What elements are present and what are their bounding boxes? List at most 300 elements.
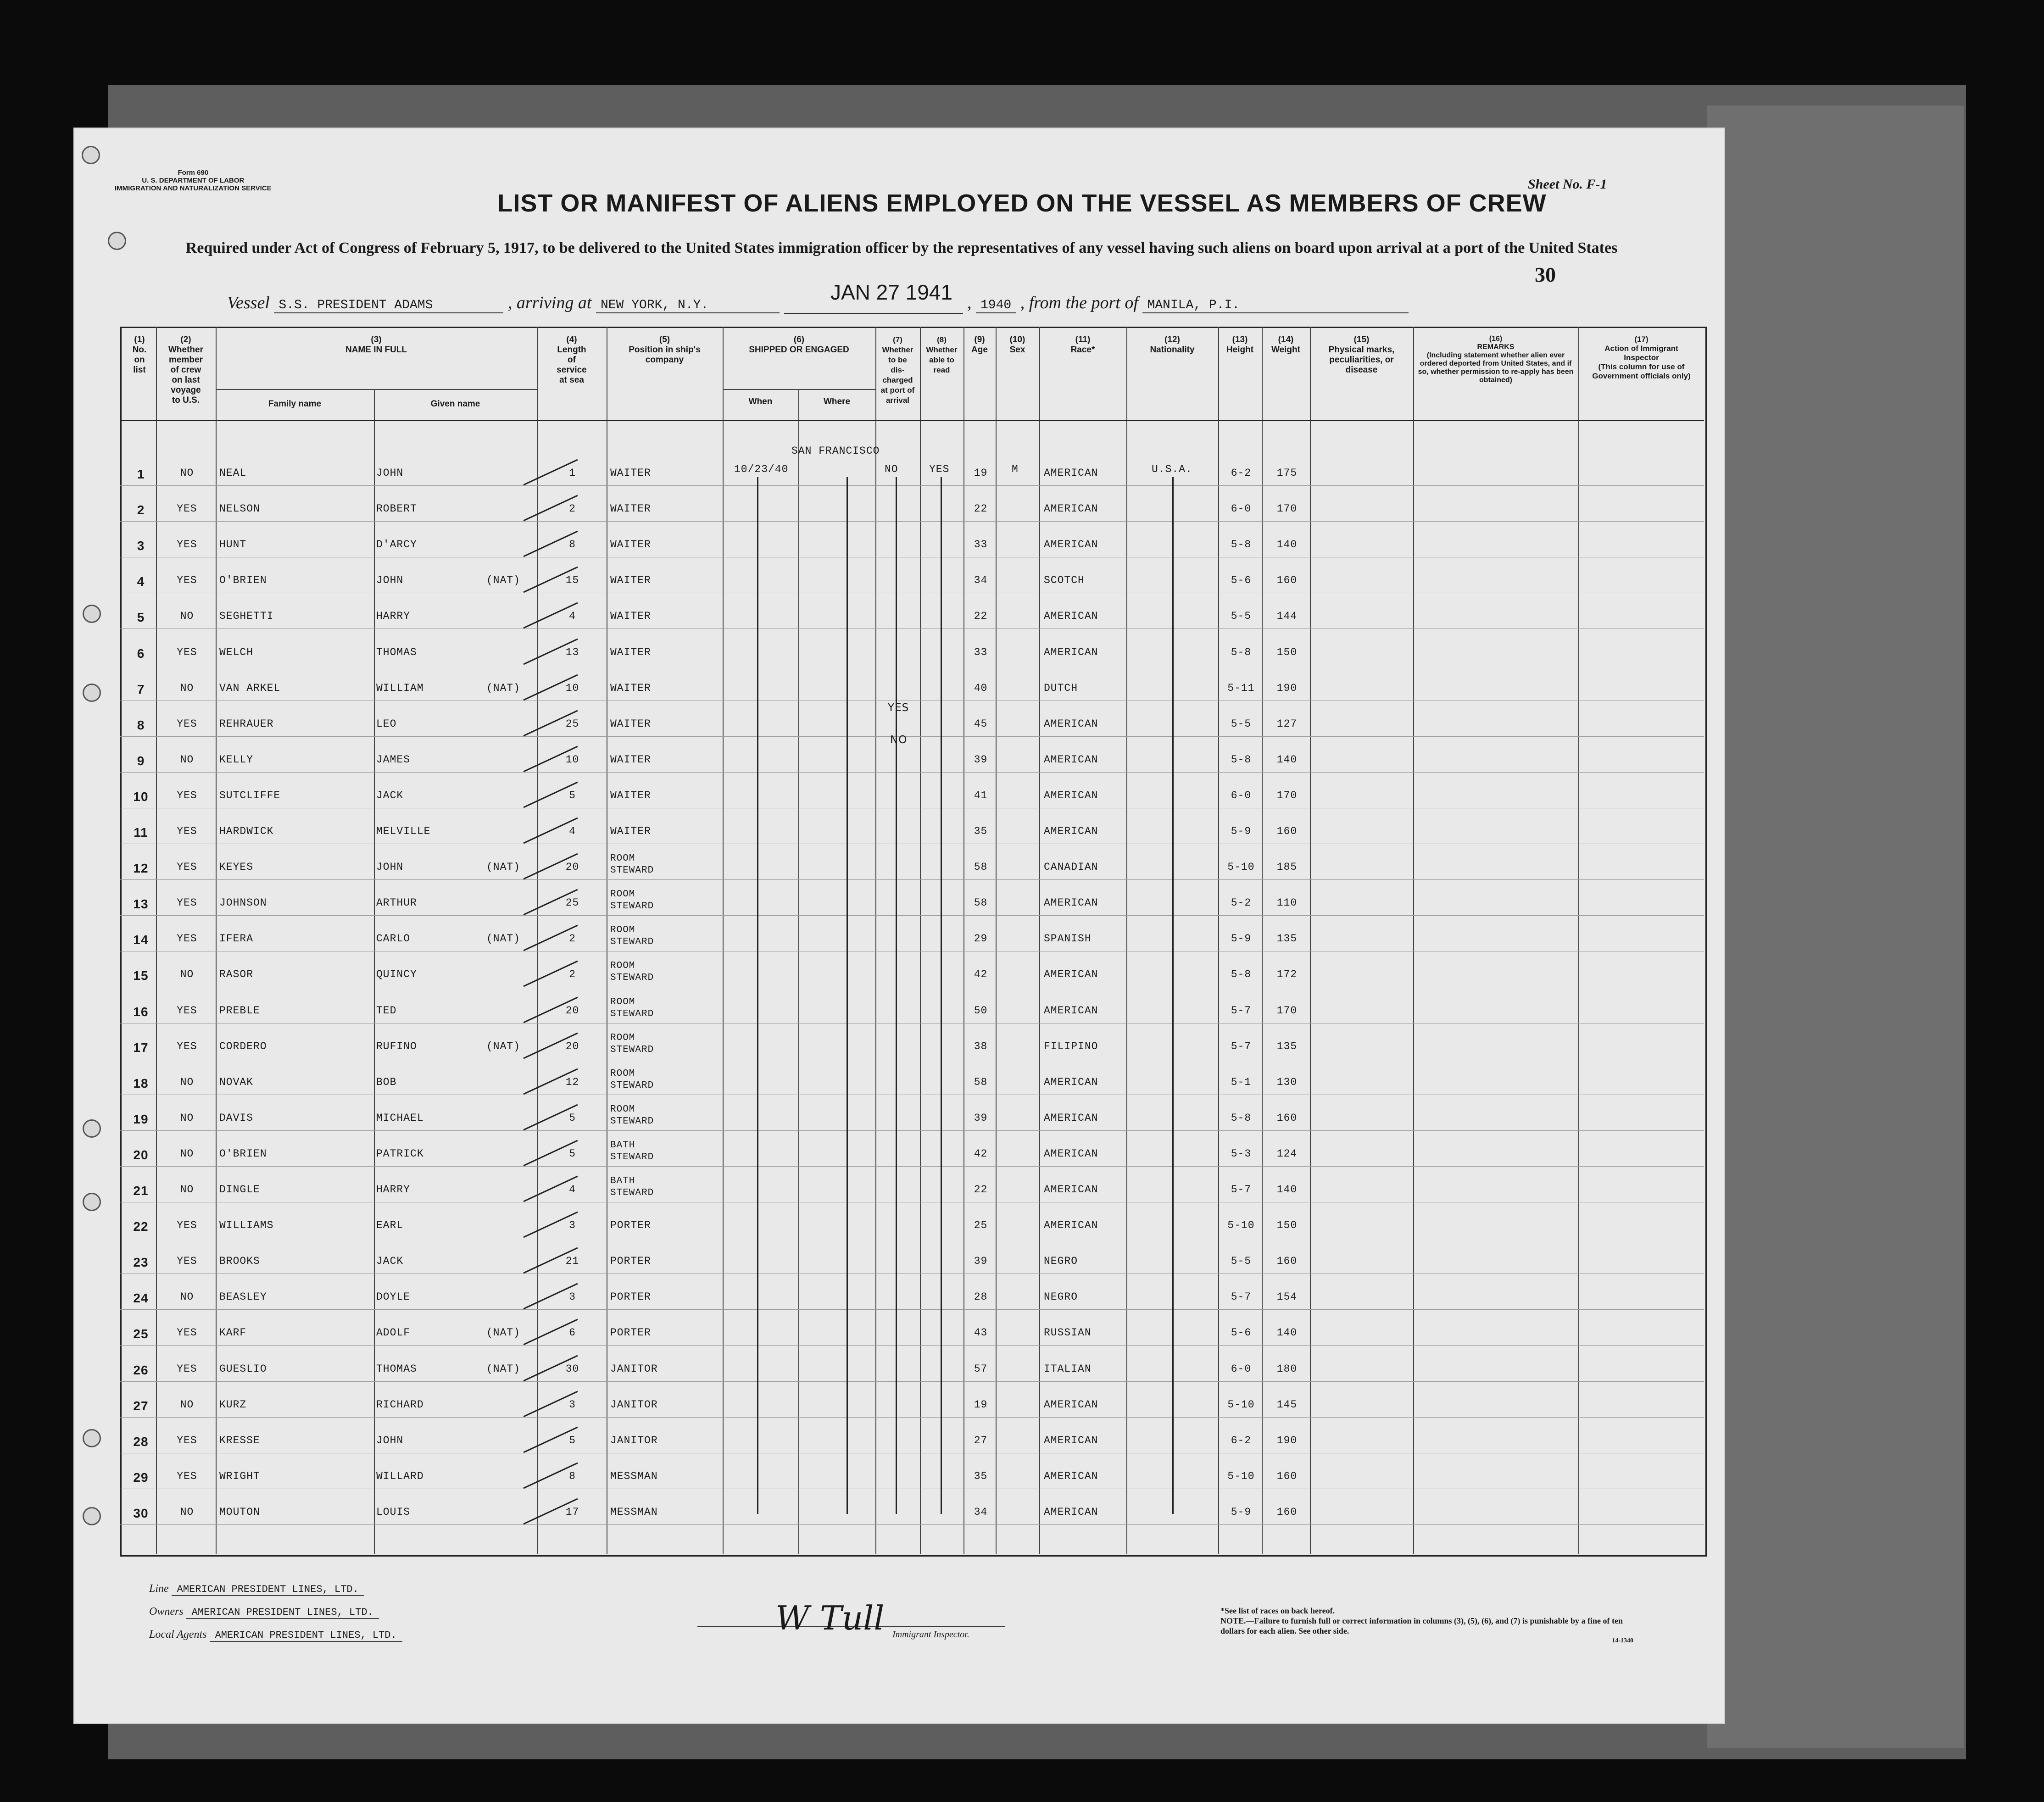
row-position: MESSMAN — [610, 1470, 658, 1482]
row-given: THOMAS — [376, 646, 417, 658]
row-no: 25 — [133, 1327, 149, 1341]
owners-label: Owners — [149, 1606, 184, 1618]
row-service: 20 — [565, 861, 579, 873]
row-weight: 180 — [1276, 1363, 1298, 1375]
row-position: WAITER — [610, 717, 651, 730]
column-divider — [1413, 327, 1414, 1554]
row-family: SUTCLIFFE — [219, 789, 281, 801]
row-family: KURZ — [219, 1398, 247, 1411]
row-position: WAITER — [610, 753, 651, 766]
column-divider — [920, 327, 921, 1554]
row-height: 6-0 — [1231, 503, 1252, 515]
row-service: 6 — [569, 1327, 576, 1339]
row-divider — [120, 1309, 1704, 1310]
row-height: 5-10 — [1227, 1219, 1255, 1232]
row-given: JOHN — [376, 467, 404, 479]
row-prev: NO — [180, 968, 194, 981]
row-no: 6 — [137, 646, 145, 661]
row-nat: (NAT) — [486, 1327, 521, 1339]
row-weight: 170 — [1276, 1004, 1298, 1017]
header-read: (8) Whether able to read — [926, 335, 958, 374]
column-divider — [1218, 327, 1219, 1554]
punch-hole — [108, 232, 126, 250]
row-height: 5-10 — [1227, 1470, 1255, 1482]
row-family: O'BRIEN — [219, 574, 267, 587]
row-race: AMERICAN — [1044, 1506, 1098, 1518]
row-service: 10 — [565, 682, 579, 694]
year: 1940 — [976, 298, 1016, 313]
row-service: 21 — [565, 1255, 579, 1268]
punch-hole — [83, 1429, 101, 1447]
row-no: 14 — [133, 933, 149, 947]
row-given: HARRY — [376, 1184, 411, 1196]
column-divider — [537, 327, 538, 1554]
row-weight: 110 — [1276, 897, 1298, 909]
row-family: NEAL — [219, 467, 247, 479]
row-weight: 124 — [1276, 1147, 1298, 1160]
row-race: AMERICAN — [1044, 610, 1098, 623]
row-height: 5-6 — [1231, 574, 1252, 587]
row-nat: (NAT) — [486, 861, 521, 873]
nationality-value: U.S.A. — [1152, 463, 1192, 475]
row-position: BATH STEWARD — [610, 1140, 654, 1162]
row-age: 39 — [974, 1112, 988, 1124]
row-age: 25 — [974, 1219, 988, 1232]
header-list-no: (1) No. on list — [132, 335, 147, 375]
row-position: WAITER — [610, 503, 651, 515]
row-height: 5-1 — [1231, 1076, 1252, 1088]
punch-hole — [83, 1193, 101, 1211]
row-age: 45 — [974, 717, 988, 730]
row-position: JANITOR — [610, 1398, 658, 1411]
header-race: (11) Race* — [1070, 335, 1095, 355]
row-age: 42 — [974, 968, 988, 981]
crew-table — [120, 327, 1707, 1557]
row-no: 2 — [137, 503, 145, 517]
header-name: (3) NAME IN FULL — [345, 335, 407, 355]
row-position: WAITER — [610, 539, 651, 551]
header-nationality: (12) Nationality — [1150, 335, 1195, 355]
row-weight: 160 — [1276, 1506, 1298, 1518]
header-where: Where — [823, 397, 851, 406]
line-value: AMERICAN PRESIDENT LINES, LTD. — [172, 1584, 364, 1596]
row-given: DOYLE — [376, 1291, 411, 1303]
column-divider — [1578, 327, 1579, 1554]
row-height: 5-8 — [1231, 646, 1252, 658]
row-age: 34 — [974, 1506, 988, 1518]
row-divider — [120, 1524, 1704, 1525]
row-race: AMERICAN — [1044, 646, 1098, 658]
row-no: 9 — [137, 753, 145, 768]
row-age: 41 — [974, 789, 988, 801]
column-divider — [996, 327, 997, 1554]
ditto-line — [896, 477, 897, 1514]
header-remarks: (16) REMARKS (Including statement whether alien ever ordered deported from United States, and if so, whether permission to re-apply has been obtained) — [1418, 335, 1574, 384]
row-weight: 172 — [1276, 968, 1298, 981]
row-family: KELLY — [219, 753, 254, 766]
row-family: PREBLE — [219, 1004, 260, 1017]
discharged-value: NO — [885, 463, 898, 475]
row-position: BATH STEWARD — [610, 1176, 654, 1198]
row-age: 19 — [974, 1398, 988, 1411]
row-height: 5-6 — [1231, 1327, 1252, 1339]
row-race: RUSSIAN — [1044, 1327, 1092, 1339]
form-number: Form 690 U. S. DEPARTMENT OF LABOR IMMIGRATION AND NATURALIZATION SERVICE — [115, 169, 272, 192]
row-given: QUINCY — [376, 968, 417, 981]
row-no: 12 — [133, 861, 149, 876]
row-service: 25 — [565, 717, 579, 730]
row-divider — [120, 485, 1704, 486]
row-race: AMERICAN — [1044, 897, 1098, 909]
row-no: 15 — [133, 968, 149, 983]
row-nat: (NAT) — [486, 933, 521, 945]
row-prev: YES — [177, 1327, 197, 1339]
header-height: (13) Height — [1226, 335, 1254, 355]
row-service: 17 — [565, 1506, 579, 1518]
row-divider — [120, 879, 1704, 880]
header-weight: (14) Weight — [1271, 335, 1300, 355]
row-weight: 170 — [1276, 503, 1298, 515]
row-no: 8 — [137, 717, 145, 732]
row-no: 3 — [137, 539, 145, 553]
footer-agents — [149, 1629, 402, 1641]
row-divider — [120, 736, 1704, 737]
row-service: 4 — [569, 610, 576, 623]
row-given: TED — [376, 1004, 397, 1017]
row-age: 40 — [974, 682, 988, 694]
row-prev: YES — [177, 1004, 197, 1017]
row-family: WILLIAMS — [219, 1219, 274, 1232]
row-height: 5-7 — [1231, 1040, 1252, 1052]
row-age: 34 — [974, 574, 988, 587]
row-prev: NO — [180, 1076, 194, 1088]
row-service: 30 — [565, 1363, 579, 1375]
row-family: JOHNSON — [219, 897, 267, 909]
row-no: 26 — [133, 1363, 149, 1377]
row-position: WAITER — [610, 610, 651, 623]
subtitle: Required under Act of Congress of February 5, 1917, to be delivered to the United States immigration officer by the representatives of any vessel having such aliens on board upon arrival at a port of the United States — [185, 239, 1618, 256]
date-stamp: JAN 27 1941 — [830, 280, 952, 304]
sheet-number: Sheet No. F-1 — [1528, 177, 1607, 192]
row-prev: YES — [177, 861, 197, 873]
header-age: (9) Age — [971, 335, 988, 355]
row-position: WAITER — [610, 682, 651, 694]
row-age: 58 — [974, 861, 988, 873]
row-service: 12 — [565, 1076, 579, 1088]
row-weight: 185 — [1276, 861, 1298, 873]
agents-label: Local Agents — [149, 1629, 207, 1641]
row-height: 5-5 — [1231, 610, 1252, 623]
row-position: ROOM STEWARD — [610, 925, 654, 948]
row-family: IFERA — [219, 933, 254, 945]
row-position: WAITER — [610, 467, 651, 479]
row-position: ROOM STEWARD — [610, 1068, 654, 1091]
row-no: 17 — [133, 1040, 149, 1055]
row-family: BEASLEY — [219, 1291, 267, 1303]
row-divider — [120, 628, 1704, 629]
row-age: 39 — [974, 753, 988, 766]
row-age: 33 — [974, 539, 988, 551]
row-divider — [120, 772, 1704, 773]
row-weight: 160 — [1276, 1112, 1298, 1124]
row-prev: YES — [177, 574, 197, 587]
row-no: 13 — [133, 897, 149, 912]
row-prev: YES — [177, 1255, 197, 1268]
row-given: D'ARCY — [376, 539, 417, 551]
header-rule — [120, 420, 1704, 421]
row-race: AMERICAN — [1044, 825, 1098, 837]
row-given: BOB — [376, 1076, 397, 1088]
row-given: MELVILLE — [376, 825, 431, 837]
row-prev: YES — [177, 933, 197, 945]
header-service: (4) Length of service at sea — [557, 335, 587, 385]
row-prev: NO — [180, 1184, 194, 1196]
row-weight: 144 — [1276, 610, 1298, 623]
row-race: AMERICAN — [1044, 717, 1098, 730]
arriving-label: , arriving at — [507, 293, 592, 312]
row-weight: 170 — [1276, 789, 1298, 801]
column-divider — [1262, 327, 1263, 1554]
row-given: JACK — [376, 1255, 404, 1268]
row-prev: YES — [177, 646, 197, 658]
row-nat: (NAT) — [486, 682, 521, 694]
row-family: HARDWICK — [219, 825, 274, 837]
row-race: NEGRO — [1044, 1291, 1078, 1303]
row-race: AMERICAN — [1044, 968, 1098, 981]
row-height: 5-9 — [1231, 933, 1252, 945]
shipped-where: SAN FRANCISCO — [791, 445, 880, 457]
row-weight: 160 — [1276, 574, 1298, 587]
page-number: 30 — [1535, 263, 1556, 286]
header-discharged: (7) Whether to be dis- charged at port of arrival — [880, 335, 915, 405]
row-nat: (NAT) — [486, 1363, 521, 1375]
row-height: 5-8 — [1231, 753, 1252, 766]
vessel-name: S.S. PRESIDENT ADAMS — [274, 298, 503, 313]
row-family: DAVIS — [219, 1112, 254, 1124]
row-family: KARF — [219, 1327, 247, 1339]
ditto-line — [757, 477, 758, 1514]
header-rule — [723, 389, 875, 390]
row-race: AMERICAN — [1044, 1470, 1098, 1482]
row-position: JANITOR — [610, 1434, 658, 1446]
row-no: 11 — [134, 825, 148, 840]
row-service: 3 — [569, 1291, 576, 1303]
row-no: 29 — [133, 1470, 149, 1485]
row-prev: YES — [177, 539, 197, 551]
row-family: NOVAK — [219, 1076, 254, 1088]
row-height: 5-10 — [1227, 1398, 1255, 1411]
handwritten-no: NO — [890, 734, 908, 746]
row-given: JOHN — [376, 861, 404, 873]
punch-hole — [83, 1119, 101, 1138]
row-service: 2 — [569, 503, 576, 515]
row-position: PORTER — [610, 1327, 651, 1339]
row-weight: 140 — [1276, 1184, 1298, 1196]
ditto-line — [941, 477, 942, 1514]
column-divider — [723, 327, 724, 1554]
row-race: NEGRO — [1044, 1255, 1078, 1268]
row-prev: NO — [180, 1291, 194, 1303]
row-height: 6-0 — [1231, 1363, 1252, 1375]
row-prev: YES — [177, 897, 197, 909]
ditto-line — [847, 477, 848, 1514]
row-no: 27 — [133, 1398, 149, 1413]
row-family: DINGLE — [219, 1184, 260, 1196]
header-physical-marks: (15) Physical marks, peculiarities, or disease — [1328, 335, 1395, 375]
row-height: 6-0 — [1231, 789, 1252, 801]
row-service: 8 — [569, 1470, 576, 1482]
row-race: DUTCH — [1044, 682, 1078, 694]
row-no: 20 — [133, 1147, 149, 1162]
row-divider — [120, 1381, 1704, 1382]
row-service: 2 — [569, 968, 576, 981]
row-given: JAMES — [376, 753, 411, 766]
row-given: RICHARD — [376, 1398, 424, 1411]
row-weight: 150 — [1276, 646, 1298, 658]
row-height: 6-2 — [1231, 1434, 1252, 1446]
row-weight: 130 — [1276, 1076, 1298, 1088]
row-position: PORTER — [610, 1219, 651, 1232]
row-given: LOUIS — [376, 1506, 411, 1518]
column-divider — [1310, 327, 1311, 1554]
page-title: LIST OR MANIFEST OF ALIENS EMPLOYED ON THE VESSEL AS MEMBERS OF CREW — [497, 189, 1547, 217]
row-age: 29 — [974, 933, 988, 945]
row-weight: 127 — [1276, 717, 1298, 730]
column-divider — [1126, 327, 1127, 1554]
row-service: 4 — [569, 1184, 576, 1196]
row-height: 6-2 — [1231, 467, 1252, 479]
row-position: MESSMAN — [610, 1506, 658, 1518]
row-divider — [120, 1130, 1704, 1131]
row-no: 21 — [133, 1184, 149, 1198]
row-service: 25 — [565, 897, 579, 909]
row-position: WAITER — [610, 825, 651, 837]
row-no: 5 — [137, 610, 145, 625]
row-position: PORTER — [610, 1291, 651, 1303]
row-prev: YES — [177, 1363, 197, 1375]
row-age: 58 — [974, 897, 988, 909]
row-divider — [120, 1166, 1704, 1167]
row-race: SPANISH — [1044, 933, 1092, 945]
date-blank — [784, 293, 963, 314]
row-divider — [120, 1417, 1704, 1418]
row-height: 5-3 — [1231, 1147, 1252, 1160]
row-prev: YES — [177, 1219, 197, 1232]
row-weight: 160 — [1276, 1470, 1298, 1482]
from-label: , from the port of — [1020, 293, 1138, 312]
row-no: 24 — [133, 1291, 149, 1306]
row-height: 5-8 — [1231, 1112, 1252, 1124]
row-given: RUFINO — [376, 1040, 417, 1052]
row-given: HARRY — [376, 610, 411, 623]
row-prev: NO — [180, 1112, 194, 1124]
row-age: 27 — [974, 1434, 988, 1446]
row-height: 5-9 — [1231, 1506, 1252, 1518]
header-rule — [216, 389, 537, 390]
line-label: Line — [149, 1583, 169, 1595]
header-inspector-action: (17) Action of Immigrant Inspector (This column for use of Government officials only) — [1592, 335, 1691, 380]
row-race: AMERICAN — [1044, 1004, 1098, 1017]
row-no: 1 — [137, 467, 145, 481]
row-family: SEGHETTI — [219, 610, 274, 623]
inspector-label: Immigrant Inspector. — [892, 1630, 969, 1640]
row-prev: NO — [180, 682, 194, 694]
row-divider — [120, 915, 1704, 916]
inspector-signature: W Tull — [775, 1599, 885, 1637]
row-weight: 150 — [1276, 1219, 1298, 1232]
row-race: AMERICAN — [1044, 467, 1098, 479]
row-family: REHRAUER — [219, 717, 274, 730]
row-service: 5 — [569, 1147, 576, 1160]
row-weight: 160 — [1276, 1255, 1298, 1268]
row-position: ROOM STEWARD — [610, 889, 654, 912]
vessel-label: Vessel — [227, 293, 270, 312]
row-prev: NO — [180, 467, 194, 479]
row-race: AMERICAN — [1044, 1076, 1098, 1088]
row-given: JACK — [376, 789, 404, 801]
row-prev: YES — [177, 1434, 197, 1446]
row-family: MOUTON — [219, 1506, 260, 1518]
row-weight: 135 — [1276, 1040, 1298, 1052]
row-race: AMERICAN — [1044, 539, 1098, 551]
row-weight: 140 — [1276, 539, 1298, 551]
agents-value: AMERICAN PRESIDENT LINES, LTD. — [210, 1630, 402, 1642]
row-service: 20 — [565, 1040, 579, 1052]
sex-value: M — [1012, 463, 1019, 475]
row-prev: YES — [177, 825, 197, 837]
vessel-line: Vessel S.S. PRESIDENT ADAMS , arriving at NEW YORK, N.Y. , 1940 , from the port of MANILA, P.I. — [227, 293, 1409, 314]
punch-hole — [83, 1507, 101, 1525]
row-age: 22 — [974, 1184, 988, 1196]
read-value: YES — [929, 463, 950, 475]
row-age: 42 — [974, 1147, 988, 1160]
row-age: 57 — [974, 1363, 988, 1375]
row-race: AMERICAN — [1044, 1147, 1098, 1160]
owners-value: AMERICAN PRESIDENT LINES, LTD. — [186, 1607, 379, 1619]
row-weight: 175 — [1276, 467, 1298, 479]
row-age: 22 — [974, 610, 988, 623]
row-weight: 160 — [1276, 825, 1298, 837]
row-height: 5-10 — [1227, 861, 1255, 873]
row-service: 2 — [569, 933, 576, 945]
row-prev: NO — [180, 753, 194, 766]
row-race: AMERICAN — [1044, 503, 1098, 515]
row-nat: (NAT) — [486, 1040, 521, 1052]
row-age: 22 — [974, 503, 988, 515]
row-race: ITALIAN — [1044, 1363, 1092, 1375]
row-family: WELCH — [219, 646, 254, 658]
row-weight: 154 — [1276, 1291, 1298, 1303]
row-height: 5-5 — [1231, 1255, 1252, 1268]
row-age: 50 — [974, 1004, 988, 1017]
row-height: 5-5 — [1231, 717, 1252, 730]
footer-owners — [149, 1606, 379, 1618]
row-service: 10 — [565, 753, 579, 766]
row-service: 5 — [569, 1112, 576, 1124]
arriving-port: NEW YORK, N.Y. — [596, 298, 780, 313]
footnote — [1220, 1606, 1633, 1646]
footer-line — [149, 1583, 364, 1595]
row-service: 20 — [565, 1004, 579, 1017]
form-code: 14-1340 — [1612, 1637, 1633, 1644]
row-prev: YES — [177, 503, 197, 515]
row-no: 22 — [133, 1219, 149, 1234]
row-age: 39 — [974, 1255, 988, 1268]
row-given: WILLARD — [376, 1470, 424, 1482]
row-service: 13 — [565, 646, 579, 658]
row-age: 28 — [974, 1291, 988, 1303]
row-prev: YES — [177, 717, 197, 730]
